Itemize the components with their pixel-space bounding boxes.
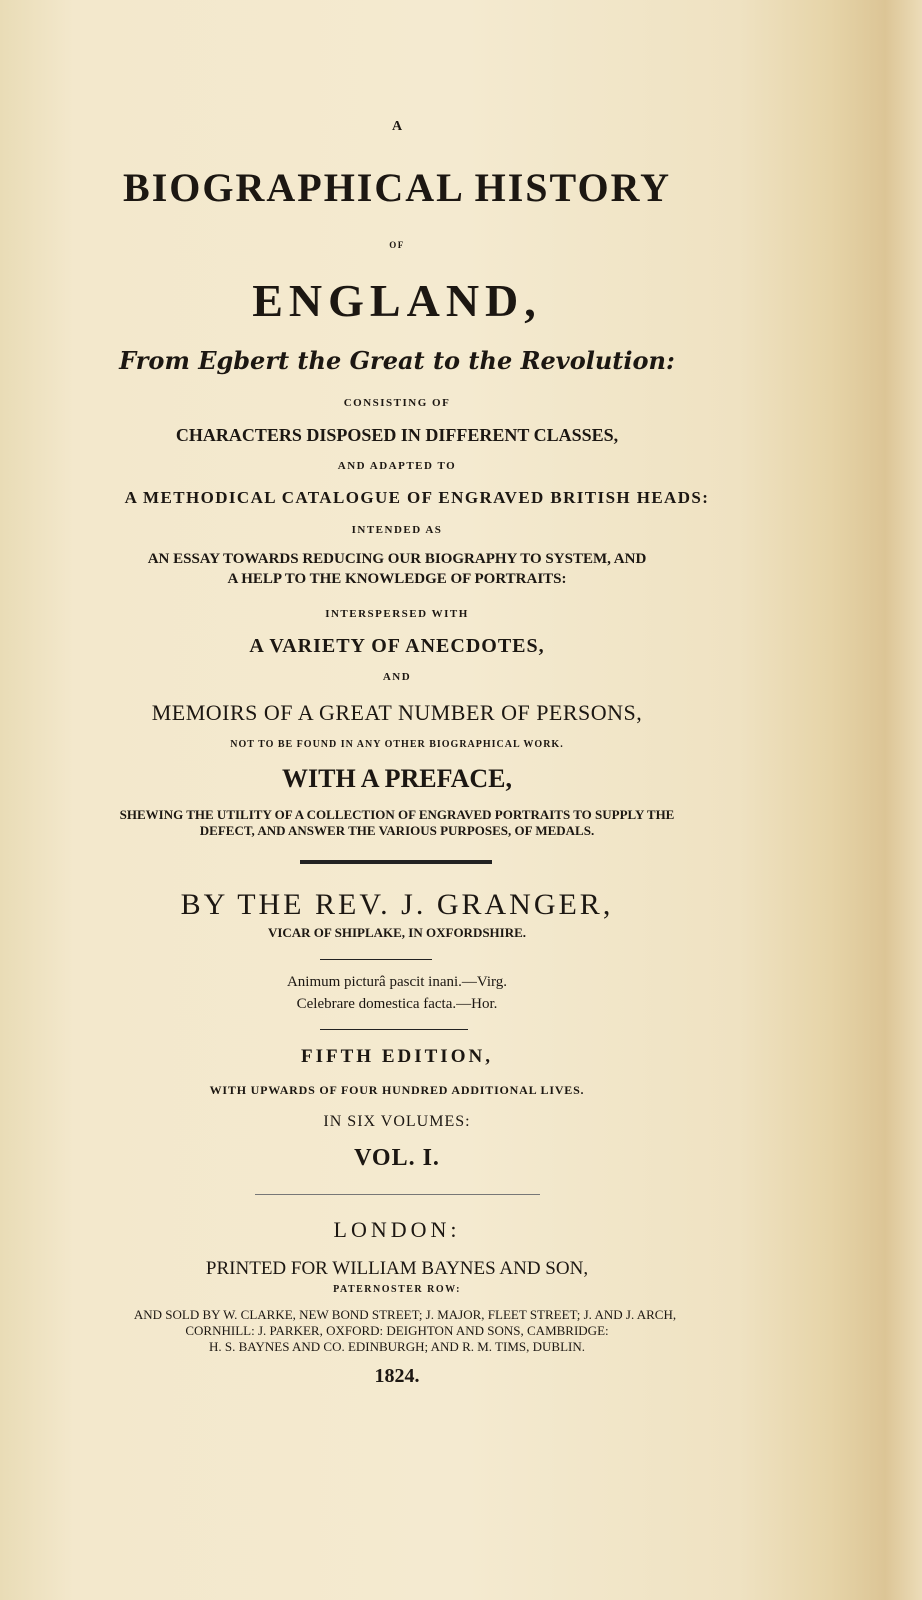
subtitle-blackletter: From Egbert the Great to the Revolution: <box>119 346 675 375</box>
memoirs-line: MEMOIRS OF A GREAT NUMBER OF PERSONS, <box>151 700 643 725</box>
thin-rule-1 <box>320 959 432 960</box>
adapted-to: AND ADAPTED TO <box>337 460 457 472</box>
quote-virgil: Animum picturâ pascit inani.—Virg. <box>286 974 508 990</box>
author-line: BY THE REV. J. GRANGER, <box>180 888 614 921</box>
interspersed-with: INTERSPERSED WITH <box>325 608 469 620</box>
and-line: AND <box>382 671 412 683</box>
year: 1824. <box>374 1365 420 1387</box>
variety-line: A VARIETY OF ANECDOTES, <box>249 635 545 657</box>
sold-line-2: CORNHILL: J. PARKER, OXFORD: DEIGHTON AND SONS, CAMBRIDGE: <box>185 1323 609 1338</box>
sold-line-1: AND SOLD BY W. CLARKE, NEW BOND STREET; J. MAJOR, FLEET STREET; J. AND J. ARCH, <box>133 1307 677 1322</box>
catalogue-line: A METHODICAL CATALOGUE OF ENGRAVED BRITISH HEADS: <box>124 488 710 507</box>
upwards-line: WITH UPWARDS OF FOUR HUNDRED ADDITIONAL LIVES. <box>209 1083 585 1097</box>
title-article: A <box>391 119 403 134</box>
thick-rule <box>300 860 492 864</box>
title-of: OF <box>389 240 405 250</box>
thin-rule-2 <box>320 1029 468 1030</box>
edition-line: FIFTH EDITION, <box>301 1046 493 1067</box>
volume-number: VOL. I. <box>354 1145 440 1171</box>
volumes-line: IN SIX VOLUMES: <box>323 1113 471 1130</box>
preface-heading: WITH A PREFACE, <box>282 764 512 793</box>
title-england: ENGLAND, <box>252 275 542 326</box>
sold-line-3: H. S. BAYNES AND CO. EDINBURGH; AND R. M. TIMS, DUBLIN. <box>209 1339 585 1354</box>
thin-rule-3 <box>255 1194 540 1195</box>
paternoster-line: PATERNOSTER ROW: <box>333 1284 461 1295</box>
quote-horace: Celebrare domestica facta.—Hor. <box>296 996 498 1012</box>
intended-as: INTENDED AS <box>351 524 443 536</box>
essay-line-1: AN ESSAY TOWARDS REDUCING OUR BIOGRAPHY TO SYSTEM, AND <box>147 551 647 567</box>
shewing-line-2: DEFECT, AND ANSWER THE VARIOUS PURPOSES, OF MEDALS. <box>199 823 595 838</box>
not-found-line: NOT TO BE FOUND IN ANY OTHER BIOGRAPHICAL WORK. <box>230 739 564 750</box>
title: BIOGRAPHICAL HISTORY <box>123 165 671 210</box>
characters-line: CHARACTERS DISPOSED IN DIFFERENT CLASSES, <box>175 425 619 445</box>
essay-line-2: A HELP TO THE KNOWLEDGE OF PORTRAITS: <box>227 571 567 587</box>
shewing-line-1: SHEWING THE UTILITY OF A COLLECTION OF ENGRAVED PORTRAITS TO SUPPLY THE <box>119 807 675 822</box>
consisting-of: CONSISTING OF <box>343 397 451 409</box>
london-line: LONDON: <box>333 1217 461 1242</box>
vicar-line: VICAR OF SHIPLAKE, IN OXFORDSHIRE. <box>267 925 527 940</box>
printed-for-line: PRINTED FOR WILLIAM BAYNES AND SON, <box>205 1258 589 1279</box>
